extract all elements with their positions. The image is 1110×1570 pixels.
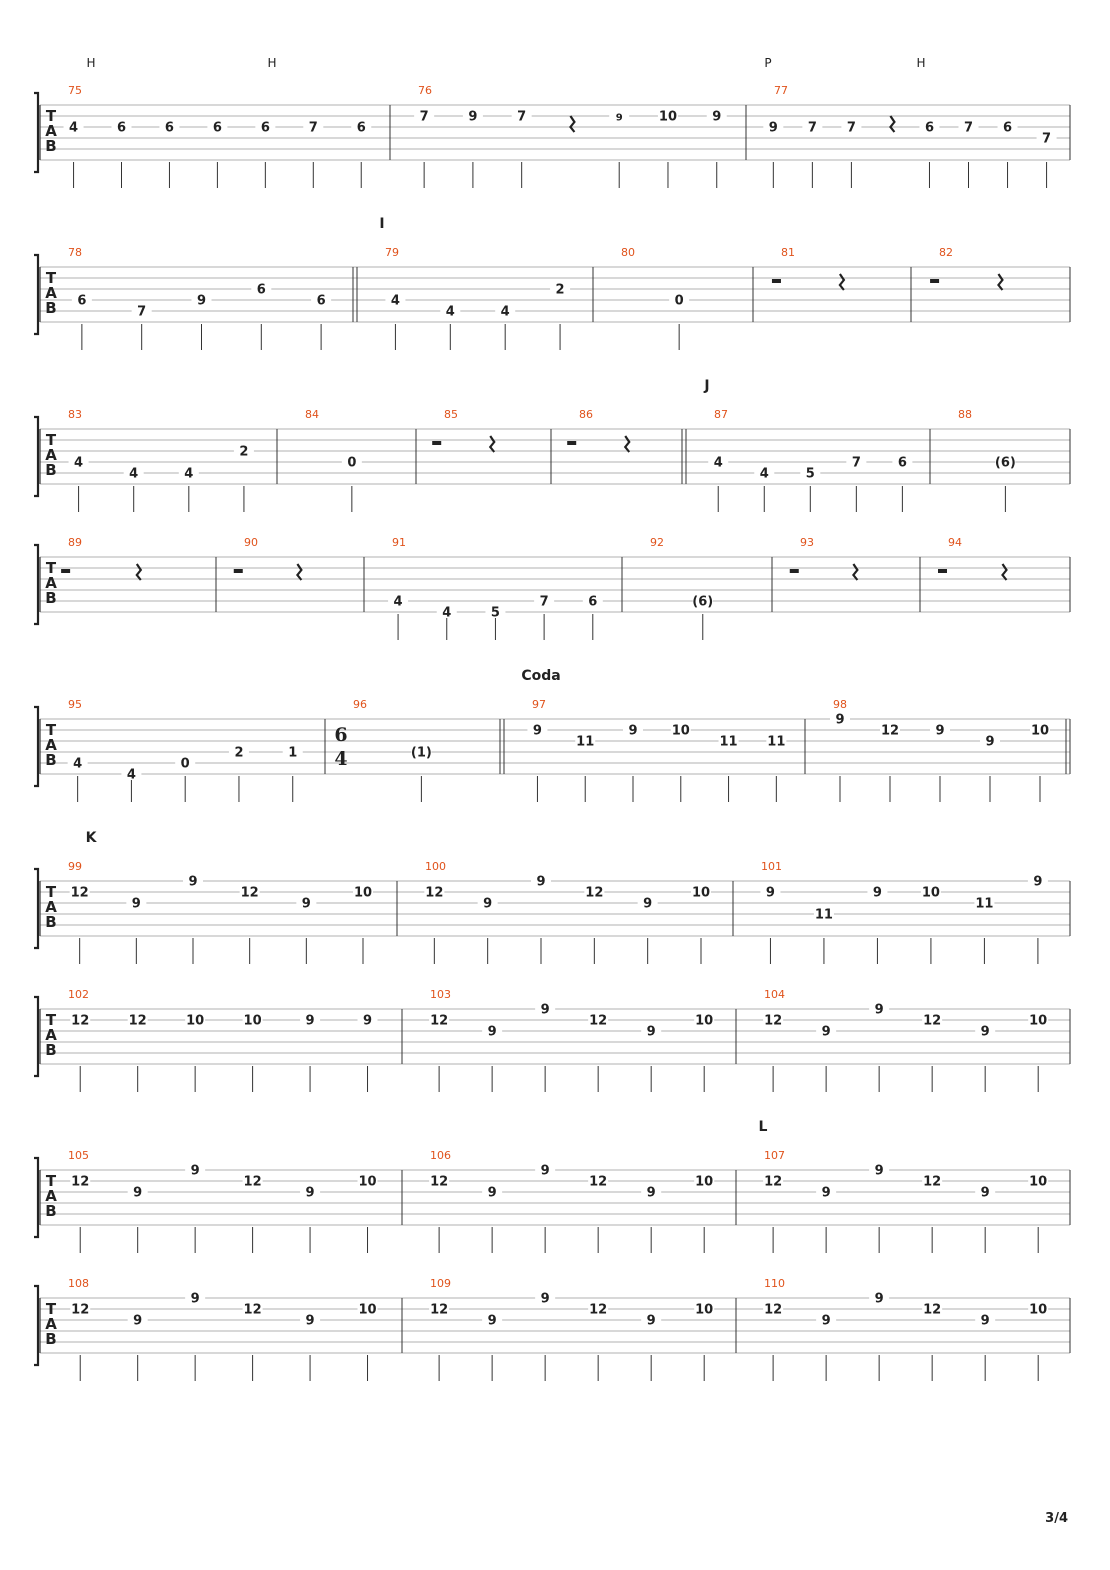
tab-clef-letter: B (45, 1330, 57, 1348)
technique-label: H (267, 56, 277, 70)
fret-number: 9 (305, 1313, 315, 1329)
fret-number: 10 (358, 1174, 377, 1190)
quarter-rest (853, 564, 857, 580)
half-rest (432, 441, 441, 445)
tab-clef-letter: T (45, 1011, 57, 1029)
fret-number: 12 (923, 1302, 942, 1318)
system-brace (34, 997, 38, 1076)
fret-number: 6 (356, 120, 366, 136)
system-brace (34, 545, 38, 624)
measure-number: 97 (532, 698, 546, 711)
measure-number: 102 (68, 988, 89, 1001)
fret-number: 9 (487, 1313, 497, 1329)
fret-number: 9 (133, 1185, 143, 1201)
tab-clef-letter: A (45, 1315, 57, 1333)
fret-number: 4 (126, 767, 136, 783)
fret-number: 10 (921, 885, 940, 901)
fret-number: 4 (69, 120, 79, 136)
fret-number: 4 (713, 455, 723, 471)
tab-clef-letter: T (45, 107, 57, 125)
fret-number: 12 (764, 1013, 783, 1029)
fret-number: 12 (430, 1174, 449, 1190)
section-marker: K (85, 830, 97, 846)
fret-number: 9 (540, 1002, 550, 1018)
fret-number: 2 (239, 444, 249, 460)
fret-number: 9 (646, 1024, 656, 1040)
fret-number: 9 (821, 1185, 831, 1201)
tab-clef-letter: B (45, 1202, 57, 1220)
fret-number: 9 (363, 1013, 373, 1029)
fret-number: 4 (442, 605, 452, 621)
measure-number: 84 (305, 408, 319, 421)
fret-number: 9 (712, 109, 722, 125)
fret-number: 10 (1030, 723, 1050, 739)
system-brace (34, 255, 38, 334)
fret-number: 9 (835, 712, 845, 728)
fret-number: 11 (576, 734, 595, 750)
fret-number: 6 (924, 120, 934, 136)
fret-number: 9 (615, 112, 623, 124)
fret-number: 9 (628, 723, 638, 739)
system-brace (34, 869, 38, 948)
fret-number: 6 (316, 293, 326, 309)
fret-number: 10 (186, 1013, 205, 1029)
fret-number: 6 (212, 120, 222, 136)
fret-number: 12 (425, 885, 444, 901)
tab-clef-letter: A (45, 574, 57, 592)
measure-number: 81 (781, 246, 795, 259)
tab-clef-letter: T (45, 883, 57, 901)
measure-number: 83 (68, 408, 82, 421)
fret-number: 9 (643, 896, 653, 912)
measure-number: 98 (833, 698, 847, 711)
tab-system (34, 988, 1070, 1092)
fret-number: 9 (540, 1163, 550, 1179)
fret-number: 9 (483, 896, 493, 912)
tab-clef-letter: B (45, 751, 57, 769)
half-rest (938, 569, 947, 573)
fret-number: 12 (70, 885, 89, 901)
measure-number: 95 (68, 698, 82, 711)
measure-number: 85 (444, 408, 458, 421)
fret-number: 4 (500, 304, 510, 320)
fret-number: 10 (695, 1174, 714, 1190)
fret-number: 9 (190, 1291, 200, 1307)
measure-number: 109 (430, 1277, 451, 1290)
measure-number: 105 (68, 1149, 89, 1162)
fret-number: 12 (589, 1013, 608, 1029)
fret-number: 10 (243, 1013, 262, 1029)
fret-number: 12 (589, 1302, 608, 1318)
fret-number: 5 (805, 466, 815, 482)
fret-number: 12 (585, 885, 604, 901)
fret-number: 12 (71, 1013, 90, 1029)
fret-number: 9 (468, 109, 478, 125)
fret-number: 10 (1029, 1302, 1048, 1318)
measure-number: 106 (430, 1149, 451, 1162)
fret-number: 6 (77, 293, 87, 309)
tab-clef-letter: B (45, 913, 57, 931)
measure-number: 101 (761, 860, 782, 873)
measure-number: 94 (948, 536, 962, 549)
fret-number: 0 (674, 293, 684, 309)
fret-number: 12 (923, 1013, 942, 1029)
measure-number: 77 (774, 84, 788, 97)
measure-number: 92 (650, 536, 664, 549)
fret-number: 7 (539, 594, 549, 610)
fret-number: 10 (671, 723, 690, 739)
tab-clef-letter: A (45, 122, 57, 140)
fret-number: 9 (305, 1013, 315, 1029)
fret-number: 4 (74, 455, 84, 471)
tab-clef-letter: B (45, 137, 57, 155)
system-brace (34, 1158, 38, 1237)
fret-number: 9 (980, 1185, 990, 1201)
fret-number: 10 (353, 885, 373, 901)
fret-number: 12 (764, 1302, 783, 1318)
fret-number: 11 (719, 734, 738, 750)
fret-number: 11 (814, 907, 833, 923)
half-rest (772, 279, 781, 283)
fret-number: 0 (180, 756, 190, 772)
fret-number: 9 (874, 1291, 884, 1307)
measure-number: 76 (418, 84, 432, 97)
fret-number: 9 (188, 874, 198, 890)
measure-number: 103 (430, 988, 451, 1001)
tab-clef-letter: B (45, 1041, 57, 1059)
fret-number: 7 (851, 455, 861, 471)
tab-clef-letter: B (45, 589, 57, 607)
fret-number: 9 (133, 1313, 143, 1329)
fret-number: 7 (1042, 131, 1052, 147)
fret-number: 12 (589, 1174, 608, 1190)
fret-number: 7 (807, 120, 817, 136)
fret-number: 4 (390, 293, 400, 309)
tab-clef-letter: T (45, 721, 57, 739)
fret-number: 4 (184, 466, 194, 482)
fret-number: 12 (923, 1174, 942, 1190)
tab-clef-letter: B (45, 461, 57, 479)
section-marker: L (758, 1119, 768, 1135)
half-rest (234, 569, 243, 573)
tab-clef-letter: T (45, 269, 57, 287)
measure-number: 91 (392, 536, 406, 549)
fret-number: 6 (588, 594, 598, 610)
fret-number: 12 (430, 1302, 449, 1318)
fret-number: 12 (430, 1013, 449, 1029)
quarter-rest (998, 274, 1002, 290)
tab-system (34, 1277, 1070, 1381)
fret-number: (6) (692, 594, 714, 610)
fret-number: 11 (975, 896, 994, 912)
fret-number: (1) (410, 745, 432, 761)
fret-number: 2 (234, 745, 244, 761)
fret-number: 2 (555, 282, 565, 298)
fret-number: 9 (646, 1185, 656, 1201)
fret-number: 10 (695, 1013, 714, 1029)
half-rest (790, 569, 799, 573)
section-marker: Coda (521, 668, 561, 684)
fret-number: 9 (821, 1313, 831, 1329)
tab-clef-letter: A (45, 284, 57, 302)
fret-number: 10 (358, 1302, 377, 1318)
tab-system (34, 698, 1070, 802)
fret-number: 9 (301, 896, 311, 912)
fret-number: 4 (759, 466, 769, 482)
fret-number: 9 (821, 1024, 831, 1040)
fret-number: 10 (695, 1302, 714, 1318)
tab-clef-letter: T (45, 431, 57, 449)
measure-number: 89 (68, 536, 82, 549)
tab-system (34, 84, 1070, 188)
fret-number: 12 (128, 1013, 147, 1029)
fret-number: 9 (980, 1024, 990, 1040)
fret-number: 12 (240, 885, 259, 901)
measure-number: 100 (425, 860, 446, 873)
fret-number: 6 (897, 455, 907, 471)
fret-number: 12 (764, 1174, 783, 1190)
measure-number: 75 (68, 84, 82, 97)
tab-system (34, 1149, 1070, 1253)
fret-number: (6) (994, 455, 1016, 471)
quarter-rest (570, 116, 574, 132)
tab-system (34, 246, 1070, 350)
measure-number: 79 (385, 246, 399, 259)
measure-number: 87 (714, 408, 728, 421)
fret-number: 9 (305, 1185, 315, 1201)
system-brace (34, 93, 38, 172)
measure-number: 99 (68, 860, 82, 873)
fret-number: 9 (874, 1163, 884, 1179)
tab-system (34, 408, 1070, 512)
quarter-rest (490, 436, 494, 452)
fret-number: 10 (691, 885, 711, 901)
fret-number: 9 (874, 1002, 884, 1018)
fret-number: 4 (73, 756, 83, 772)
system-brace (34, 1286, 38, 1365)
fret-number: 9 (646, 1313, 656, 1329)
fret-number: 7 (963, 120, 974, 136)
measure-number: 80 (621, 246, 635, 259)
fret-number: 9 (768, 120, 778, 136)
fret-number: 9 (536, 874, 546, 890)
system-brace (34, 707, 38, 786)
time-signature-denominator: 4 (334, 748, 348, 770)
fret-number: 9 (131, 896, 141, 912)
fret-number: 10 (1029, 1174, 1048, 1190)
fret-number: 7 (846, 120, 856, 136)
measure-number: 104 (764, 988, 785, 1001)
measure-number: 86 (579, 408, 593, 421)
fret-number: 6 (256, 282, 266, 298)
half-rest (930, 279, 939, 283)
system-brace (34, 417, 38, 496)
technique-label: H (86, 56, 96, 70)
fret-number: 7 (517, 109, 527, 125)
quarter-rest (890, 116, 894, 132)
fret-number: 9 (872, 885, 882, 901)
fret-number: 12 (880, 723, 900, 739)
fret-number: 12 (71, 1174, 90, 1190)
fret-number: 1 (288, 745, 298, 761)
fret-number: 5 (490, 605, 500, 621)
fret-number: 9 (532, 723, 542, 739)
fret-number: 9 (487, 1185, 497, 1201)
tab-clef-letter: T (45, 1300, 57, 1318)
tab-clef-letter: A (45, 736, 57, 754)
measure-number: 93 (800, 536, 814, 549)
fret-number: 4 (445, 304, 455, 320)
tab-clef-letter: A (45, 1026, 57, 1044)
fret-number: 7 (308, 120, 318, 136)
quarter-rest (1003, 564, 1007, 580)
half-rest (567, 441, 576, 445)
measure-number: 78 (68, 246, 82, 259)
quarter-rest (840, 274, 844, 290)
measure-number: 82 (939, 246, 953, 259)
fret-number: 12 (243, 1174, 262, 1190)
quarter-rest (297, 564, 301, 580)
measure-number: 96 (353, 698, 367, 711)
fret-number: 6 (164, 120, 174, 136)
fret-number: 9 (935, 723, 945, 739)
measure-number: 108 (68, 1277, 89, 1290)
fret-number: 7 (137, 304, 147, 320)
fret-number: 7 (419, 109, 429, 125)
fret-number: 11 (767, 734, 786, 750)
tab-clef-letter: A (45, 446, 57, 464)
measure-number: 107 (764, 1149, 785, 1162)
technique-label: P (764, 56, 772, 70)
page-number: 3/4 (1045, 1511, 1068, 1526)
measure-number: 88 (958, 408, 972, 421)
tab-clef-letter: A (45, 1187, 57, 1205)
fret-number: 12 (243, 1302, 262, 1318)
quarter-rest (625, 436, 629, 452)
fret-number: 9 (190, 1163, 200, 1179)
tab-system (34, 536, 1070, 640)
fret-number: 6 (260, 120, 270, 136)
quarter-rest (137, 564, 141, 580)
fret-number: 4 (393, 594, 403, 610)
tab-system (34, 860, 1070, 964)
measure-number: 90 (244, 536, 258, 549)
time-signature-numerator: 6 (334, 724, 348, 746)
fret-number: 0 (347, 455, 357, 471)
tab-clef-letter: A (45, 898, 57, 916)
fret-number: 9 (985, 734, 995, 750)
section-marker: J (704, 378, 710, 394)
half-rest (61, 569, 70, 573)
fret-number: 9 (1033, 874, 1043, 890)
fret-number: 9 (980, 1313, 990, 1329)
tab-clef-letter: T (45, 559, 57, 577)
measure-number: 110 (764, 1277, 785, 1290)
fret-number: 9 (196, 293, 207, 309)
fret-number: 9 (540, 1291, 550, 1307)
tab-clef-letter: T (45, 1172, 57, 1190)
fret-number: 10 (658, 109, 678, 125)
fret-number: 6 (116, 120, 127, 136)
fret-number: 9 (765, 885, 775, 901)
fret-number: 9 (487, 1024, 497, 1040)
technique-label: H (916, 56, 926, 70)
section-marker: I (379, 216, 385, 232)
fret-number: 4 (129, 466, 139, 482)
fret-number: 12 (71, 1302, 90, 1318)
fret-number: 6 (1003, 120, 1013, 136)
tab-clef-letter: B (45, 299, 57, 317)
fret-number: 10 (1029, 1013, 1048, 1029)
